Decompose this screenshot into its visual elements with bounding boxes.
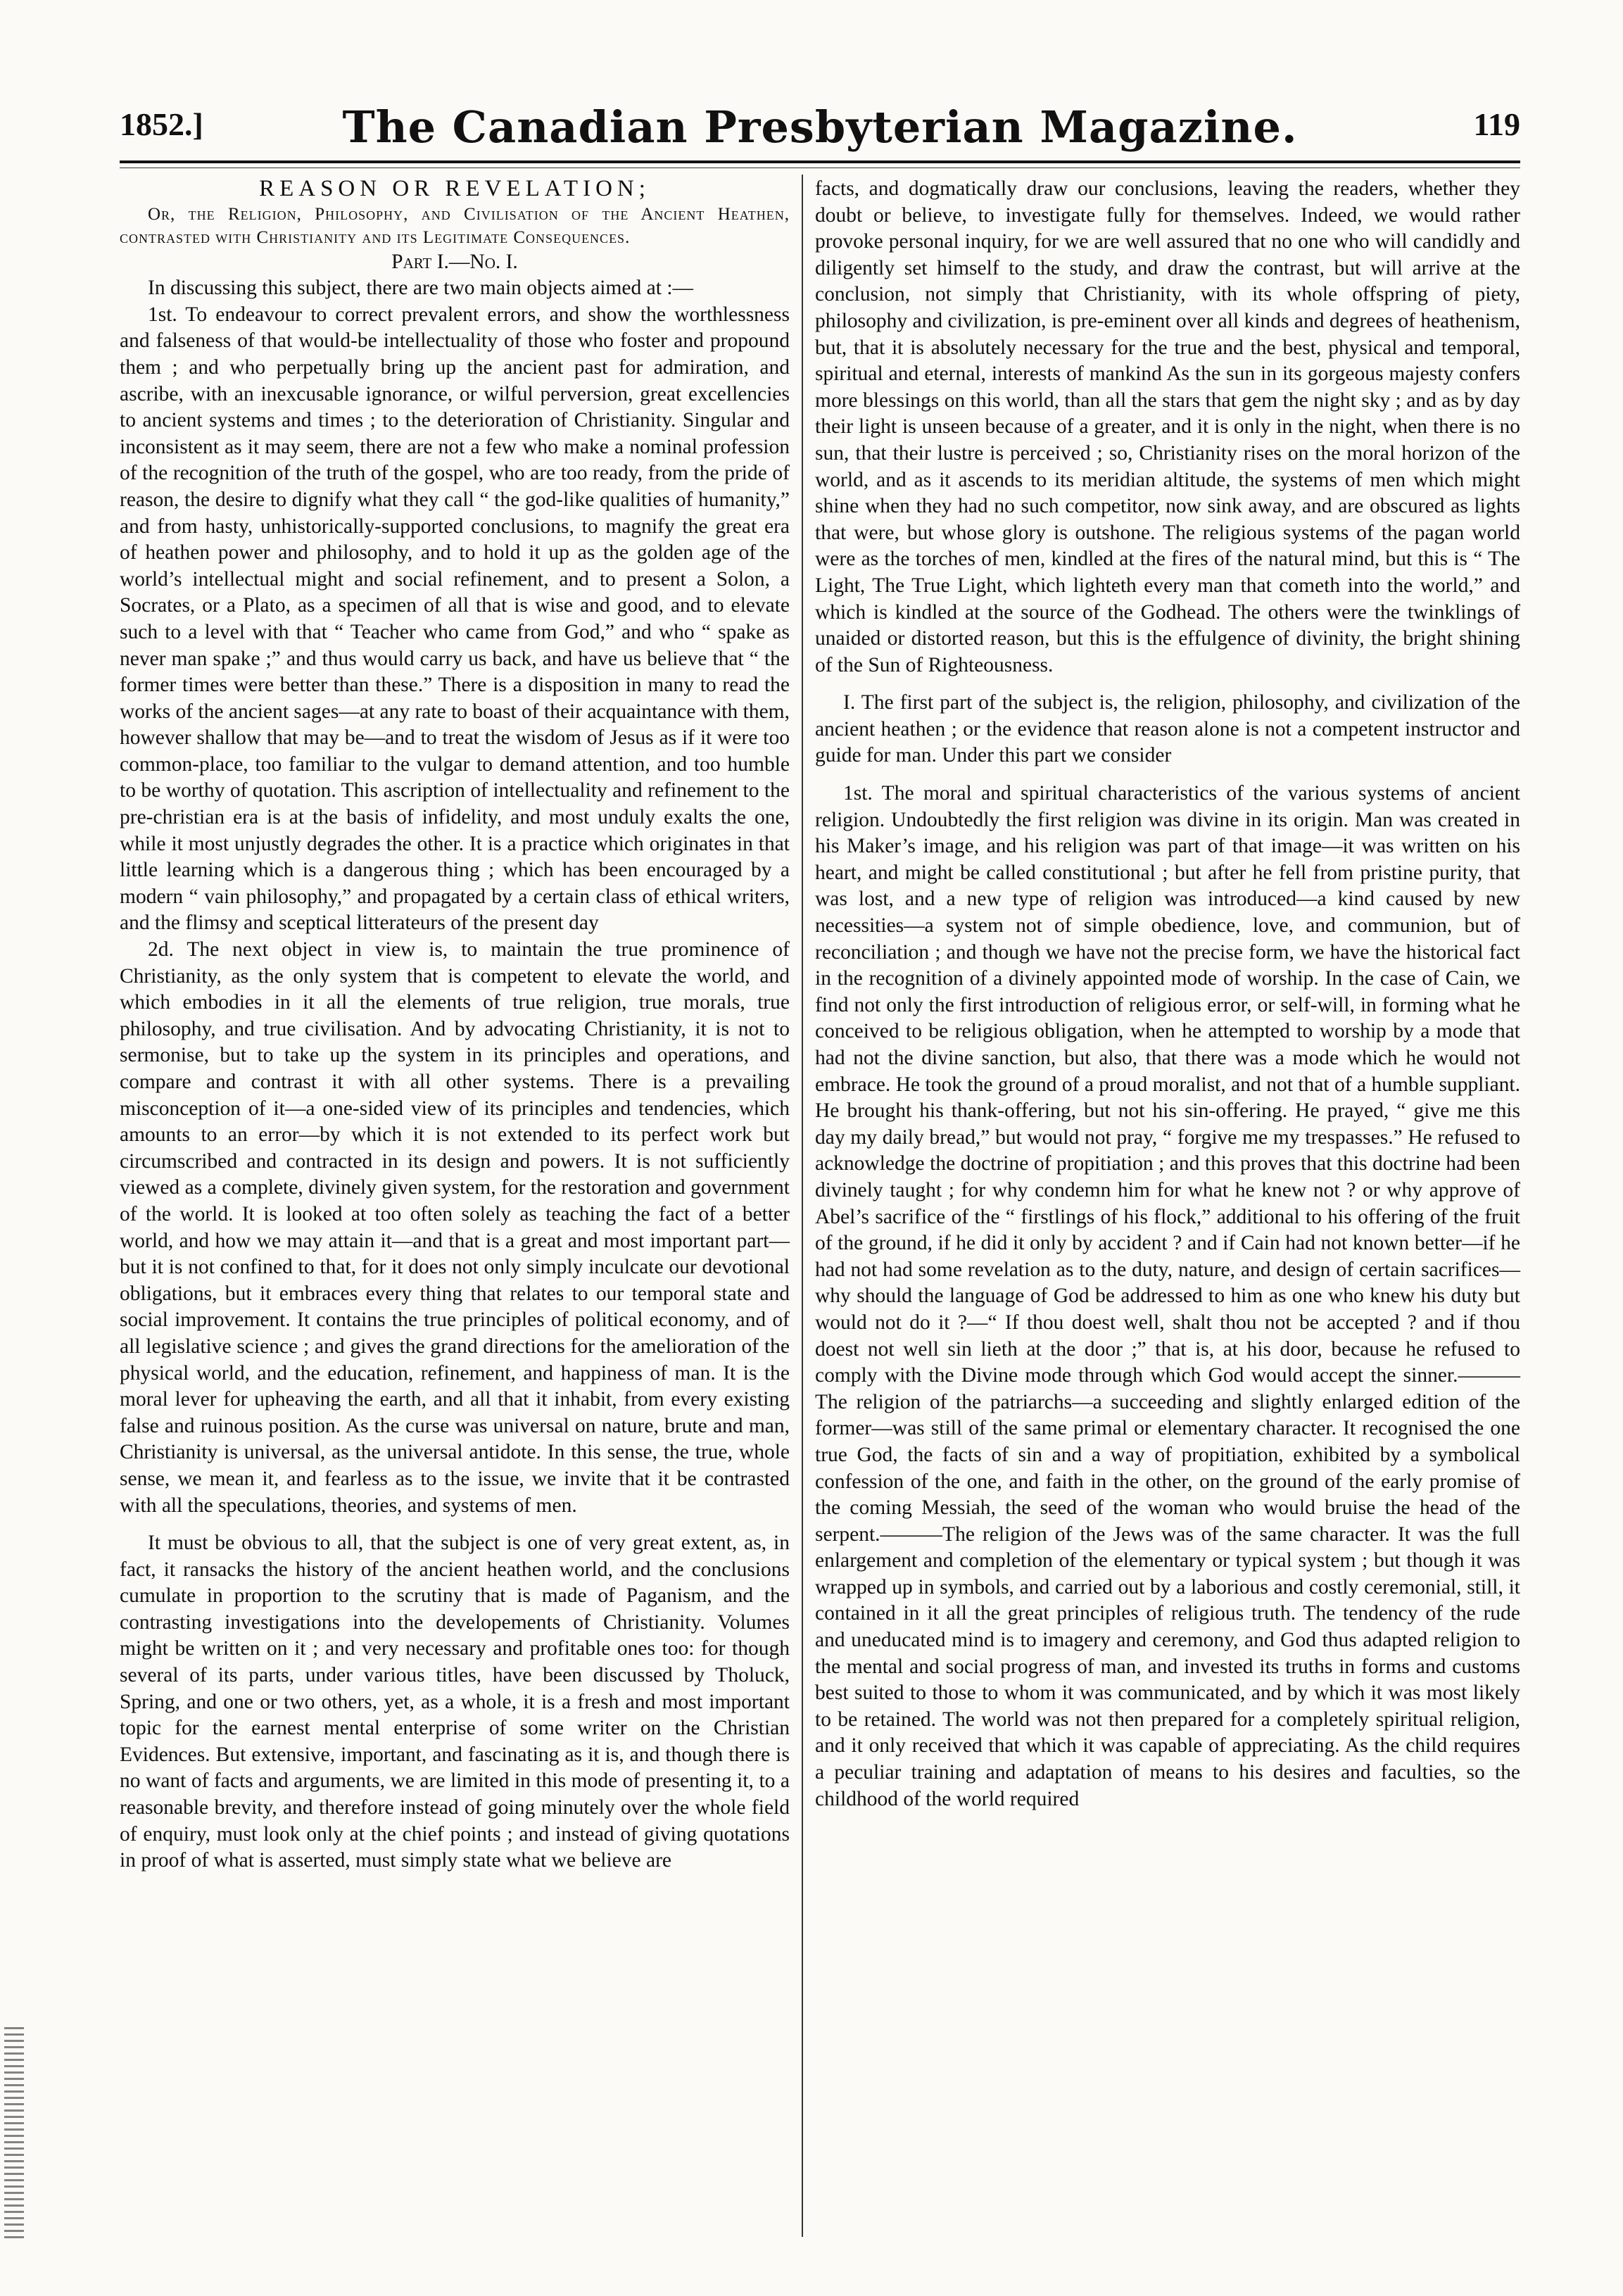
paragraph: I. The first part of the subject is, the religion, philosophy, and civilization of the ancient heathen ; or the evidence that reason alone is not a competent instructor and guide for man. Under this part we consider	[815, 691, 1520, 767]
paragraph-gap	[815, 769, 1520, 781]
paragraph: It must be obvious to all, that the subject is one of very great extent, as, in fact, it ransacks the history of the ancient heathen world, and the conclusions cumulate in proportion to the scrutiny that is made of Paganism, and the contrasting investigations into the developements of Christianity. Volumes might be written on it ; and very necessary and profitable ones too: for though several of its parts, under various titles, have been discussed by Tholuck, Spring, and one or two others, yet, as a whole, it is a fresh and most important topic for the earnest mental enterprise of some writer on the Christian Evidences. But extensive, important, and fascinating as it is, and though there is no want of facts and arguments, we are limited in this mode of presenting it, to a reasonable brevity, and therefore instead of going minutely over the whole field of enquiry, must look only at the chief points ; and instead of giving quotations in proof of what is asserted, must simply state what we believe are	[120, 1532, 790, 1872]
paragraph: facts, and dogmatically draw our conclusions, leaving the readers, whether they doubt or believe, to investigate fully for themselves. Indeed, we would rather provoke personal inquiry, for we are well assured that no one who will candidly and diligently set himself to the study, and draw the contrast, but will arrive at the conclusion, not simply that Christianity, with its whole offspring of piety, philosophy and civilization, is pre-eminent over all kinds and degrees of heathenism, but, that it is absolutely necessary for the true and the best, physical and temporal, spiritual and eternal, interests of mankind As the sun in its gorgeous majesty confers more blessings on this world, than all the stars that gem the night sky ; and as by day their light is unseen because of a greater, and it is only in the night, when there is no sun, that their lustre is perceived ; so, Christianity rises on the moral horizon of the world, and as it ascends to its meridian altitude, the systems of men which might shine when they had no such competitor, now sink away, and are obscured as lights that were, but whose glory is outshone. The religious systems of the pagan world were as the torches of men, kindled at the fires of the natural mind, but this is “ The Light, The True Light, which lighteth every man that cometh into the world,” and which is kindled at the source of the Godhead. The others were the twinklings of unaided or distorted reason, but this is the effulgence of divinity, the bright shining of the Sun of Righteousness.	[815, 177, 1520, 676]
paragraph: 1st. The moral and spiritual characteristics of the various systems of ancient religion. Undoubtedly the first religion was divine in its origin. Man was created in his Maker’s image, and his religion was part of that image—it was written on his heart, and might be called constitutional ; but after he fell from pristine purity, that was lost, and a new type of religion was introduced—a kind caused by new necessities—a system not of simple obedience, love, and communion, but of reconciliation ; and though we have not the precise form, we have the historical fact in the recognition of a divinely appointed mode of worship. In the case of Cain, we find not only the first introduction of religious error, or self-will, in forming what he conceived to be religious obligation, when he attempted to worship by a mode that had not the divine sanction, but also, that there was a mode which he would not embrace. He took the ground of a proud moralist, and not that of a humble suppliant. He brought his thank-offering, but not his sin-offering. He prayed, “ give me this day my daily bread,” but would not pray, “ forgive me my trespasses.” He refused to acknowledge the doctrine of propitiation ; and this proves that this doctrine had been divinely taught ; for why condemn him for what he knew not ? or why approve of Abel’s sacrifice of the “ firstlings of his flock,” additional to his offering of the fruit of the ground, if he did it only by accident ? and if Cain had not known better—if he had not had some revelation as to the duty, nature, and design of certain sacrifices—why should the language of God be addressed to him as one who knew his duty but would not do it ?—“ If thou doest well, shalt thou not be accepted ? and if thou doest not well sin lieth at the door ;” that is, at his door, because he refused to comply with the Divine mode through which God would accept the sinner.———The religion of the patriarchs—a succeeding and slightly enlarged edition of the former—was still of the same primal or elementary character. It recognised the one true God, the facts of sin and a way of propitiation, exhibited by a symbolical confession of the one, and faith in the other, on the ground of the early promise of the coming Messiah, the seed of the woman who would bruise the head of the serpent.———The religion of the Jews was of the same character. It was the full enlargement and completion of the elementary or typical system ; but though it was wrapped up in symbols, and carried out by a laborious and costly ceremonial, still, it contained in it all the great principles of religious truth. The tendency of the rude and uneducated mind is to imagery and ceremony, and God thus adapted religion to the mental and social progress of man, and invested its truths in forms and customs best suited to those to whom it was communicated, and by which it was most likely to be retained. The world was not then prepared for a completely spiritual religion, and it only received that which it was capable of appreciating. As the child requires a peculiar training and adaptation of means to his desires and faculties, so the childhood of the world required	[815, 782, 1520, 1810]
paragraph: 2d. The next object in view is, to maintain the true prominence of Christianity, as the only system that is competent to elevate the world, and which embodies in it all the elements of true religion, true morals, true philosophy, and true civilisation. And by advocating Christianity, it is not to sermonise, but to take up the system in its principles and operations, and compare and contrast it with all other systems. There is a prevailing misconception of it—a one-sided view of its principles and tendencies, which amounts to an error—by which it is not extended to its perfect work but circumscribed and contracted in its design and powers. It is not sufficiently viewed as a complete, divinely given system, for the restoration and government of the world. It is looked at too often solely as teaching the fact of a better world, and how we may attain it—and that is a great and most important part—but it is not confined to that, for it does not only simply inculcate our devotional obligations, but it embraces every thing that relates to our temporal state and social improvement. It contains the true principles of political economy, and of all legislative science ; and gives the grand directions for the amelioration of the physical world, and the education, refinement, and happiness of man. It is the moral lever for upheaving the earth, and all that it inhabit, from every existing false and ruinous position. As the curse was universal on nature, brute and man, Christianity is universal, as the universal antidote. In this sense, the true, whole sense, we mean it, and fearless as to the issue, we invite that it be contrasted with all the speculations, theories, and systems of men.	[120, 938, 790, 1517]
article-title: REASON OR REVELATION;	[259, 176, 650, 201]
paragraph: 1st. To endeavour to correct prevalent errors, and show the worthlessness and falseness of that would-be intellectuality of those who foster and propound them ; and who perpetually bring up the ancient past for admiration, and ascribe, with an inexcusable ignorance, or wilful perversion, great excellencies to ancient systems and times ; to the deterioration of Christianity. Singular and inconsistent as it may seem, there are not a few who make a nominal profession of the recognition of the truth of the gospel, who are too ready, from the pride of reason, the desire to dignify what they call “ the god-like qualities of humanity,” and from hasty, unhistorically-supported conclusions, to magnify the great era of heathen power and philosophy, and to hold it up as the golden age of the world’s intellectual might and social refinement, and to present a Solon, a Socrates, or a Plato, as a specimen of all that is wise and good, and to elevate such to a level with that “ Teacher who came from God,” and who “ spake as never man spake ;” and thus would carry us back, and have us believe that “ the former times were better than these.” There is a disposition in many to read the works of the ancient sages—at any rate to boast of their acquaintance with them, however shallow that may be—and to treat the wisdom of Jesus as if it were too common-place, too familiar to the vulgar to demand attention, and too humble to be worthy of quotation. This ascription of intellectuality and refinement to the pre-christian era is at the basis of infidelity, and most unduly exalts the one, while it most unjustly degrades the other. It is a practice which originates in that little learning which is a dangerous thing ; which has been encouraged by a modern “ vain philosophy,” and propagated by a certain class of ethical writers, and the flimsy and sceptical litterateurs of the present day	[120, 303, 790, 935]
page-number: 119	[1473, 106, 1520, 142]
paragraph: In discussing this subject, there are two main objects aimed at :—	[148, 277, 694, 300]
right-column	[815, 176, 1520, 1812]
article-subtitle: Or, the Religion, Philosophy, and Civilisation of the Ancient Heathen, contrasted with Christianity and its Legitimate Consequences.	[120, 204, 790, 247]
left-column	[120, 176, 790, 1874]
header-rule	[120, 160, 1520, 163]
paragraph-gap	[120, 1519, 790, 1530]
paragraph-gap	[815, 679, 1520, 690]
magazine-title: The Canadian Presbyterian Magazine.	[342, 101, 1298, 153]
scan-edge-marks	[4, 2027, 24, 2238]
article-part: Part I.—No. I.	[391, 250, 518, 273]
running-header	[120, 101, 1520, 155]
column-divider	[802, 175, 803, 2237]
header-year: 1852.]	[120, 106, 203, 142]
